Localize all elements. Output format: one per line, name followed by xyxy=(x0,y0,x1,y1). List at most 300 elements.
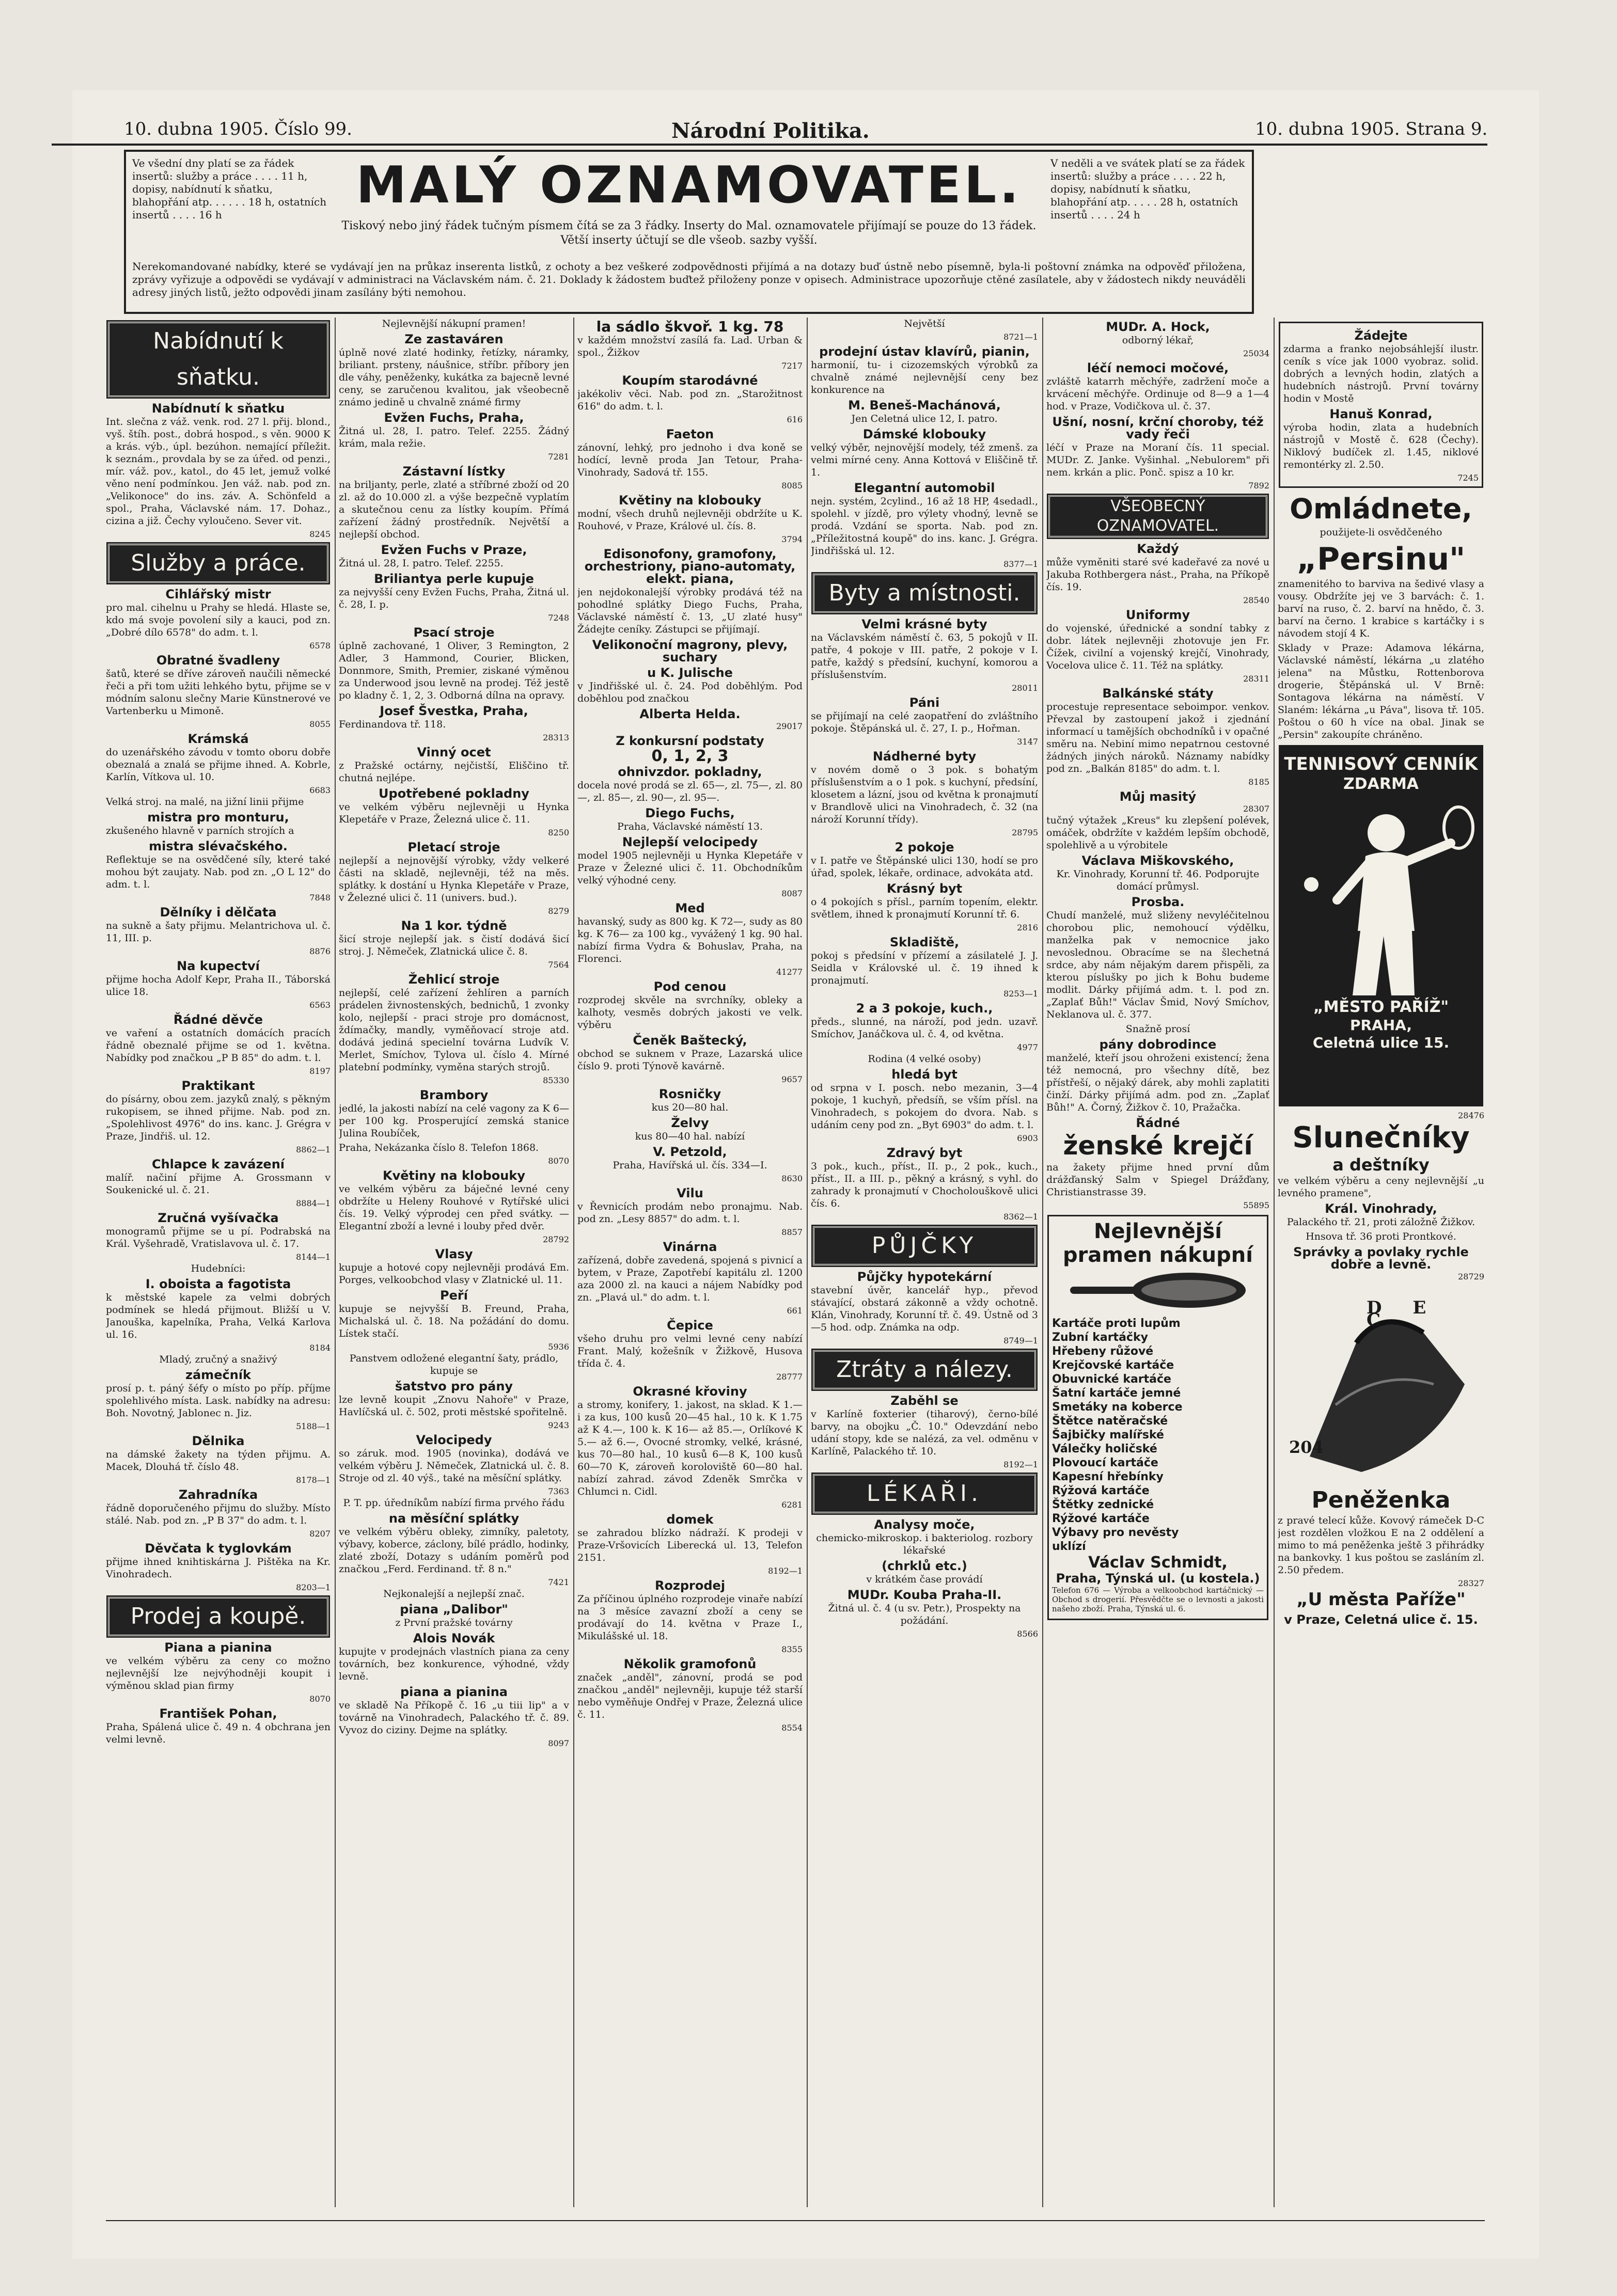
ad-heading: Velocipedy xyxy=(416,1433,492,1447)
ad-text: v každém množství zasílá fa. Lad. Urban & spol., Žižkov xyxy=(577,335,803,358)
column-rule xyxy=(335,318,336,2207)
ad-heading: PRAHA, xyxy=(1349,1017,1412,1034)
product-item: Výbavy pro nevěsty xyxy=(1052,1526,1179,1539)
ad-heading: u K. Julische xyxy=(647,666,733,680)
ad-heading: Dámské klobouky xyxy=(862,427,986,441)
ad-text: modní, všech druhů nejlevněji obdržíte u K. Rouhové, v Praze, Králové ul. čís. 8. xyxy=(577,508,803,532)
banner-rates-note: Tiskový nebo jiný řádek tučným písmem čítá se za 3 řádky. Inserty do Mal. oznamovatele přijímají se pouze do 13 řádek. Větší inserty účtují se dle všeob. sazby vyšší. xyxy=(341,219,1037,247)
ad-heading: Elegantní automobil xyxy=(854,481,995,495)
ad-text: Panstvem odložené elegantní šaty, prádlo, kupuje se xyxy=(349,1353,559,1376)
ad-text: Žitná ul. č. 4 (u sv. Petr.), Prospekty na požádání. xyxy=(828,1603,1021,1626)
ad-text: zvláště katarrh měchýře, zadržení moče a krvácení měchýře. Ordinuje od 8—9 a 1—4 hod. v Praze, Vodičkova ul. č. 37. xyxy=(1046,376,1269,412)
section-header-housing: Byty a místnosti. xyxy=(813,574,1036,613)
ad-text: harmonií, tu- i cizozemských výrobků za chvalně známé nejlevnější ceny bez konkurence na xyxy=(811,359,1038,395)
ad-number: 8554 xyxy=(781,1723,803,1733)
column-rule xyxy=(1042,318,1043,2207)
ad-heading: Na 1 kor. týdně xyxy=(401,919,507,933)
ad-number: 8097 xyxy=(548,1738,569,1748)
ad-text: ve velkém výběru a ceny nejlevnější „u levného pramene", xyxy=(1278,1175,1484,1199)
ad-text: malíř. načiní přijme A. Grossmann v Soukenické ul. č. 21. xyxy=(106,1172,331,1196)
ad-number: 8245 xyxy=(309,529,331,539)
ad-text: na sukně a šaty přijmu. Melantrichova ul. č. 11, III. p. xyxy=(106,920,331,944)
ad-heading: Řádné děvče xyxy=(173,1012,263,1027)
ad-number: 28777 xyxy=(776,1372,803,1382)
ad-text: přijme hocha Adolf Kepr, Praha II., Táborská ulice 18. xyxy=(106,974,331,997)
ad-text: značek „anděl", zánovní, prodá se pod značkou „anděl" nejlevněji, kupuje též starší nebo vyměňuje Ondřej v Praze, Železná ulice č. 11. xyxy=(577,1672,803,1720)
ad-text: v novém domě o 3 pok. s bohatým příslušenstvím a o 1 pok. s kuchyní, předsíní, klosetem a lázní, jsou od května k pronajmutí v Brandlově ulici na Vinohradech, č. 32 (na nároží Korunní třídy). xyxy=(811,764,1038,825)
ad-number: 6683 xyxy=(309,785,331,795)
ad-text: na briljanty, perle, zlaté a stříbrné zboží od 20 zl. až do 10.000 zl. a výše bezpečně vyplatím a skutečnou cenu za lístky koupím. Přímá zařízení žádný prostředník. Největší a nejlepší obchod. xyxy=(339,479,569,540)
classifieds-banner xyxy=(124,150,1254,314)
section-header-sales: Prodej a koupě. xyxy=(108,1597,328,1636)
purse-catalog-number: 204 xyxy=(1289,1437,1324,1457)
ad-heading: Ušní, nosní, krční choroby, též vady řeči xyxy=(1052,415,1264,441)
ad-heading: Uniformy xyxy=(1125,608,1190,622)
ad-heading: 0, 1, 2, 3 xyxy=(651,747,729,765)
ad-heading: Žehlicí stroje xyxy=(408,972,500,987)
ad-heading: hledá byt xyxy=(891,1067,957,1082)
product-item: Štětce natěračské xyxy=(1052,1415,1168,1428)
ad-number: 8185 xyxy=(1248,777,1269,787)
ad-text: se zahradou blízko nádraží. K prodeji v Praze-Vršovicích Liberecká ul. 13, Telefon 2151. xyxy=(577,1527,803,1563)
ad-number: 661 xyxy=(787,1306,803,1316)
ad-text: od srpna v I. posch. nebo mezanin, 3—4 pokoje, 1 kuchyň, předsíň, se vším přísl. na Vinohradech, s pokojem do dvora. Nab. s udáním ceny pod zn. „Byt 6903" do adm. t. l. xyxy=(811,1082,1038,1131)
ad-text: zdarma a franko nejobsáhlejší ilustr. ceník s více jak 1000 vyobraz. solid. dobrých a levných hodin, zlatých a hudebních nástrojů. První továrny hodin v Mostě xyxy=(1283,343,1479,404)
ad-heading: Analysy moče, xyxy=(874,1517,975,1532)
ad-number: 8377—1 xyxy=(1003,559,1038,569)
ad-text: všeho druhu pro velmi levné ceny nabízí Frant. Malý, kožešník v Žižkově, Husova třída č. 4. xyxy=(577,1333,803,1369)
ad-text: Praha, Václavské náměstí 13. xyxy=(617,821,763,832)
ad-heading: Cihlářský mistr xyxy=(165,587,271,601)
ad-text: v Řevnicích prodám nebo pronajmu. Nab. pod zn. „Lesy 8857" do adm. t. l. xyxy=(577,1201,803,1225)
ad-heading: Krámská xyxy=(187,732,249,746)
ad-text: so záruk. mod. 1905 (novinka), dodává ve velkém výběru J. Němeček, Zlatnická ul. č. 8. Stroje od zl. 40 výš., také na měsíční splátky. xyxy=(339,1448,569,1484)
ad-heading: Praktikant xyxy=(181,1079,255,1093)
ad-text: a stromy, konifery, 1. jakost, na sklad. K 1.— i za kus, 100 kusů 20—45 hal., 10 k. K 1.75 až K 4.—, 100 k. K 16— až 85.—, Orlíkové K 5.— až 6.—, Ovocné stromky, velké, krásné, kus 70—80 hal., 10 kusů 6—8 K, 100 kusů 60—70 K, zároveň koroloviště 60—80 hal. nabízí zahrad. závod Zdeněk Smrčka v Chlumci n. Cidl. xyxy=(577,1399,803,1497)
holiday-rates: V neděli a ve svátek platí se za řádek insertů: služby a práce . . . . 22 h, dopisy, nabídnutí k sňatku, blahopřání atp. . . . . 28 h, ostatních insertů . . . . 24 h xyxy=(1050,157,1245,221)
ad-number: 5936 xyxy=(548,1342,569,1352)
ad-heading: Pletací stroje xyxy=(407,840,500,854)
ad-text: Hnsova tř. 36 proti Prontkové. xyxy=(1306,1231,1456,1242)
ad-heading: Nejlepší velocipedy xyxy=(622,835,758,849)
ad-text: Reflektuje se na osvědčené síly, které také mohou být zaujaty. Nab. pod zn. „O L 12" do adm. t. l. xyxy=(106,854,331,890)
ad-text: ve velkém výběru nejlevněji u Hynka Klepetáře v Praze, Železná ulice č. 11. xyxy=(339,801,569,825)
ad-text: nejlepší, celé zařízení žehlíren a parních prádelen živnostenských, bednichů, 1 zvonky kolo, nejlepší - praci stroje pro domácnost, ždímačky, mandly, vyměňovací stroje atd. dodává jediná specielní továrna Ludvík V. Merlet, Smíchov, Tylova ul. číslo 4. Mírné platební podmínky, vyměna starých strojů. xyxy=(339,987,569,1073)
ad-text: znamenitého to barviva na šedivé vlasy a vousy. Obdržíte jej ve 3 barvách: č. 1. barví na ruso, č. 2. barví na hnědo, č. 3. barví na černo. 1 krabice s kartáčky i s návodem stojí 4 K. xyxy=(1278,578,1484,639)
ad-text: Žitná ul. 28, I. patro. Telef. 2255. Žádný krám, mala režie. xyxy=(339,425,569,449)
ad-heading: Brambory xyxy=(419,1088,489,1102)
ad-text: 3 pok., kuch., příst., II. p., 2 pok., kuch., příst., II. a III. p., pěkný a krásný, s vyhl. do zahrady k pronajmutí v Chocholouškově ulici čís. 6. xyxy=(811,1161,1038,1209)
watch-catalog-ad xyxy=(1279,322,1483,488)
ad-text: zkušeného hlavně v parních strojích a xyxy=(106,825,294,836)
purse-illustration xyxy=(1279,1286,1483,1482)
ad-number: 7245 xyxy=(1457,473,1479,483)
header-rule xyxy=(52,144,1487,146)
ad-heading-large: Nejlevnější pramen nákupní xyxy=(1063,1220,1253,1267)
ad-text: z Pražské octárny, nejčistší, Eliščino tř. chutná nejlépe. xyxy=(339,760,569,784)
ad-heading: Čepice xyxy=(667,1318,713,1333)
ad-heading: Ze zastaváren xyxy=(404,332,504,346)
ad-heading: Řádné xyxy=(1136,1116,1180,1130)
ad-text: Nejlevnější nákupní pramen! xyxy=(382,318,526,329)
ad-text: z První pražské továrny xyxy=(395,1617,513,1628)
ad-heading: Želvy xyxy=(671,1116,709,1130)
ad-heading: Rozprodej xyxy=(654,1578,726,1593)
ad-text: zařízená, dobře zavedená, spojená s pivnicí a bytem, v Praze, Zapotřebí kapitálu zl. 1200 aza 2000 zl. na kauci a nájem Nabídky pod zn. „Plavá ul." do adm. t. l. xyxy=(577,1255,803,1303)
ad-heading: Praha, Týnská ul. (u kostela.) xyxy=(1056,1571,1260,1586)
ad-text: Nejkonalejší a nejlepší znač. xyxy=(383,1588,525,1600)
ad-heading: Faeton xyxy=(666,427,714,441)
ad-heading: Zdravý byt xyxy=(886,1146,963,1160)
ad-heading: M. Beneš-Machánová, xyxy=(848,398,1001,413)
ad-number: 8085 xyxy=(781,481,803,490)
ad-heading: Zástavní lístky xyxy=(402,464,506,479)
ad-heading: Několik gramofonů xyxy=(623,1657,757,1671)
ad-text: v krátkém čase provádí xyxy=(866,1574,983,1585)
ad-heading: Skladiště, xyxy=(889,935,960,949)
ad-text: na žakety přijme hned první dům drážďanský Salm v Spiegel Drážďany, Christianstrasse 39. xyxy=(1046,1162,1269,1198)
ad-text: chemicko-mikroskop. i bakteriolog. rozbory lékařské xyxy=(816,1532,1033,1556)
ad-text: ve velkém výběru za ceny co možno nejlevnější lze nejvýhodněji koupit i výměnou sklad pian firmy xyxy=(106,1655,331,1691)
ad-text: přijme ihned knihtiskárna J. Pištěka na Kr. Vinohradech. xyxy=(106,1556,331,1580)
ad-number: 28313 xyxy=(543,733,569,742)
ad-number: 28540 xyxy=(1243,595,1269,605)
ad-number: 7248 xyxy=(548,613,569,623)
ad-heading: I. oboista a fagotista xyxy=(145,1277,291,1291)
ad-text: nejn. systém, 2cylind., 16 až 18 HP, 4sedadl., spolehl. v jízdě, pro výlety vhodný, levně se prodá. Vzdání se sporta. Nab. pod zn. „Příležitostná koupě" do ins. kanc. J. Grégra. Jindřišská ul. 12. xyxy=(811,496,1038,557)
ad-heading: Vinný ocet xyxy=(417,745,491,759)
ad-text: Praha, Spálená ulice č. 49 n. 4 obchrana jen velmi levně. xyxy=(106,1721,331,1745)
ad-heading: Žádejte xyxy=(1354,328,1408,343)
ad-text: procestuje representace seboimpor. venkov. Převzal by zastoupení jakož i zjednání informací u tamějších obchodníků i v opačné směru na. Nebiní mimo nepatrnou cestovné žádných jiných nároků. Náznamy nabídky pod zn. „Balkán 8185" do adm. t. l. xyxy=(1046,701,1269,774)
column-rule xyxy=(1274,318,1275,2207)
ad-heading: zámečník xyxy=(185,1368,251,1382)
ad-heading: Rosničky xyxy=(658,1087,721,1101)
ad-number: 7564 xyxy=(548,960,569,970)
ad-text: model 1905 nejlevněji u Hynka Klepetáře v Praze v Železné ulici č. 11. Obchodníkům velký výhodné ceny. xyxy=(577,850,803,886)
section-header-marriage: Nabídnutí k sňatku. xyxy=(108,322,328,397)
ad-heading-large: „Persinu" xyxy=(1296,541,1466,577)
ad-text: šicí stroje nejlepší jak. s čistí dodává šicí stroj. J. Němeček, Zlatnická ulice č. 8. xyxy=(339,933,569,957)
ad-text: nejlepší a nejnovější výrobky, vždy velkeré části na skladě, nejlevněji, též na měs. splátky. k dostání u Hynka Klepetáře v Praze, v Železné ulici č. 11 (univers. bud.). xyxy=(339,855,569,904)
ad-number: 8192—1 xyxy=(1003,1460,1038,1469)
ad-heading: Edisonofony, gramofony, orchestriony, piano-automaty, elekt. piana, xyxy=(584,547,796,586)
product-list xyxy=(1052,1317,1264,1554)
product-item: uklízí xyxy=(1052,1540,1086,1553)
ad-number: 8862—1 xyxy=(296,1145,331,1154)
ad-text: Snažně prosí xyxy=(1125,1023,1190,1035)
ad-number: 6281 xyxy=(781,1500,803,1510)
product-item: Šatní kartáče jemné xyxy=(1052,1387,1181,1400)
ad-heading: Každý xyxy=(1137,542,1179,556)
section-title: MALÝ OZNAMOVATEL. xyxy=(356,156,1022,215)
product-item: Kartáče proti lupům xyxy=(1052,1317,1181,1330)
section-header-lost-found: Ztráty a nálezy. xyxy=(813,1350,1036,1389)
column-rule xyxy=(573,318,574,2207)
ad-heading-large: ženské krejčí xyxy=(1063,1131,1253,1161)
ad-text: obchod se suknem v Praze, Lazarská ulice číslo 9. proti Týnově kavárně. xyxy=(577,1048,803,1072)
ad-heading: Václava Miškovského, xyxy=(1081,853,1234,868)
ad-number: 29017 xyxy=(776,721,803,731)
ad-text: Jen Celetná ulice 12, I. patro. xyxy=(851,413,998,424)
ad-number: 7363 xyxy=(548,1486,569,1496)
ad-number: 28327 xyxy=(1458,1578,1484,1588)
ad-text: Žitná ul. 28, I. patro. Telef. 2255. xyxy=(339,558,504,569)
column-4 xyxy=(811,318,1038,2218)
ad-text: kus 80—40 hal. nabízí xyxy=(635,1131,745,1142)
ad-text: Praha, Nekázanka číslo 8. Telefon 1868. xyxy=(339,1142,539,1153)
ad-text: použijete-li osvědčeného xyxy=(1320,527,1442,538)
ad-text: Chudí manželé, muž sliženy nevyléčitelnou chorobou plic, nemohoucí výdělku, manželka pak v nemocnice jako nevoslednou. Obracíme se na šlechetná srdce, aby nám nějakým darem přispěli, za kterou píslušky po jich k Bohu budeme modlit. Dárky přijímá adm. t. l. pod zn. „Zaplať Bůh!" Václav Šmid, Nový Smíchov, Neklanova ul. č. 377. xyxy=(1046,910,1269,1020)
header-date-issue: 10. dubna 1905. Číslo 99. xyxy=(124,119,352,139)
ad-number: 8749—1 xyxy=(1003,1336,1038,1345)
ad-number: 8207 xyxy=(309,1529,331,1539)
ad-heading: Balkánské státy xyxy=(1102,686,1214,701)
ad-text: Praha, Havířská ul. čís. 334—I. xyxy=(613,1160,767,1171)
ad-number: 8144—1 xyxy=(296,1252,331,1262)
column-5 xyxy=(1046,318,1269,2218)
ad-text: do písárny, obou zem. jazyků znalý, s pěkným rukopisem, se ihned přijme. Nab. pod zn. „Spolehlivost 4976" do ins. kanc. J. Grégra v Praze, Jindřiš. ul. 12. xyxy=(106,1094,331,1142)
ad-number: 55895 xyxy=(1243,1200,1269,1210)
ad-heading: Vilu xyxy=(677,1186,703,1200)
ad-heading: Briliantya perle kupuje xyxy=(374,572,534,586)
ad-number: 41277 xyxy=(776,967,803,977)
ad-text: v Karlíně foxterier (tiharový), černo-bílé barvy, na obojku „Č. 10." Odevzdání nebo udání stopy, kde se nalézá, za vel. odměnu v Karlíně, Palackého tř. 10. xyxy=(811,1408,1038,1457)
ad-heading: mistra slévačského. xyxy=(149,839,288,853)
ad-heading: Půjčky hypotekární xyxy=(857,1270,992,1284)
ad-heading: v Praze, Celetná ulice č. 15. xyxy=(1284,1612,1478,1627)
ad-number: 8087 xyxy=(781,889,803,898)
ad-heading: Nabídnutí k sňatku xyxy=(151,401,285,416)
ad-heading: Piana a pianina xyxy=(164,1640,272,1655)
ad-heading: Z konkursní podstaty xyxy=(616,734,764,748)
ad-number: 28729 xyxy=(1458,1272,1484,1281)
ad-text: lze levně koupit „Znovu Nahoře" v Praze, Havlíčská ul. č. 502, proti městské spořitelně. xyxy=(339,1394,569,1418)
ad-heading: Čeněk Baštecký, xyxy=(633,1033,747,1048)
ad-text: Sklady v Praze: Adamova lékárna, Václavské náměstí, lékárna „u zlatého jelena" na Můstku, Rottenborova drogerie, Štěpánská ul. V Brně: Sontagova lékárna na náměstí. V Slaném: lékárna „u Páva", lisova tř. 105. Poštou o 60 h více na obal. Jinak se „Persin" zakoupíte chráněno. xyxy=(1278,642,1484,740)
ad-number: 8566 xyxy=(1017,1629,1038,1639)
ad-heading: Děvčata k tyglovkám xyxy=(145,1541,292,1556)
ad-heading: Pod cenou xyxy=(653,979,727,994)
ad-text: úplně nové zlaté hodinky, řetízky, náramky, briliant. prsteny, náušnice, stříbr. příbory jen dle váhy, peněženky, kukátka za bajecně levné ceny, se zaručenou kvalitou, jak všeobecně známo jedině u chvalně známé firmy xyxy=(339,347,569,408)
ad-text: pokoj s předsíní v přízemí a zásilatelé J. J. Seidla v Královské ul. č. 19 ihned k pronajmutí. xyxy=(811,950,1038,986)
ad-text: zánovní, lehký, pro jednoho i dva koně se hodící, levně proda Jan Tetour, Praha-Vinohrady, Sadová tř. 155. xyxy=(577,442,803,478)
ad-heading: V. Petzold, xyxy=(653,1145,727,1159)
ad-number: 616 xyxy=(787,415,803,424)
ad-number: 8253—1 xyxy=(1003,989,1038,999)
product-item: Obuvnické kartáče xyxy=(1052,1373,1171,1386)
section-header-jobs: Služby a práce. xyxy=(108,544,328,583)
ad-text: v I. patře ve Štěpánské ulici 130, hodí se pro úřad, spolek, lékaře, ordinace, advokáta atd. xyxy=(811,855,1038,879)
product-item: Šajbičky malířské xyxy=(1052,1429,1164,1442)
ad-heading: ohnivzdor. pokladny, xyxy=(618,765,762,779)
header-page-number: 10. dubna 1905. Strana 9. xyxy=(1255,119,1488,139)
ad-text: Mladý, zručný a snaživý xyxy=(159,1354,277,1365)
ad-heading: Václav Schmidt, xyxy=(1088,1554,1228,1572)
ad-number: 8070 xyxy=(309,1694,331,1704)
ad-number: 6903 xyxy=(1017,1133,1038,1143)
product-item: Hřebeny růžové xyxy=(1052,1345,1154,1358)
ad-heading: ZDARMA xyxy=(1343,775,1419,793)
ad-number: 8203—1 xyxy=(296,1582,331,1592)
ad-text: stavební úvěr, kancelář hyp., převod stávající, obstará zákonně a vždy ochotně. Klán, Vinohrady, Korunní tř. č. 49. Ústně od 3—5 hod. odp. Známka na odp. xyxy=(811,1285,1038,1333)
ad-heading: Zaběhl se xyxy=(890,1394,959,1408)
ad-number: 8279 xyxy=(548,906,569,916)
section-header-general: VŠEOBECNÝ OZNAMOVATEL. xyxy=(1048,495,1267,537)
ad-text: kus 20—80 hal. xyxy=(651,1102,729,1113)
ad-number: 8355 xyxy=(781,1644,803,1654)
ad-number: 4977 xyxy=(1017,1042,1038,1052)
ad-text: Kr. Vinohrady, Korunní tř. 46. Podporujte domácí průmysl. xyxy=(1056,868,1260,892)
ad-number: 28795 xyxy=(1012,828,1038,837)
ad-heading: TENNISOVÝ CENNÍK xyxy=(1284,754,1478,774)
ad-heading: Nádherné byty xyxy=(872,749,977,764)
ad-number: 8884—1 xyxy=(296,1198,331,1208)
brush-shop-ad xyxy=(1047,1215,1268,1620)
ad-number: 28311 xyxy=(1243,674,1269,684)
ad-heading: na měsíční splátky xyxy=(388,1511,520,1526)
ad-text: k městské kapele za velmi dobrých podmínek se hledá přijmout. Bližší u V. Janouška, kapelníka, Praha, Velká Karlova ul. 16. xyxy=(106,1292,331,1340)
ad-number: 6578 xyxy=(309,641,331,651)
ad-heading: Celetná ulice 15. xyxy=(1312,1034,1450,1051)
ad-heading: Psací stroje xyxy=(413,625,495,640)
ad-heading: šatstvo pro pány xyxy=(395,1379,513,1394)
ad-text: Největší xyxy=(904,318,945,329)
ad-text: velký výběr, nejnovější modely, též zmenš. za velmi mírné ceny. Anna Kottová v Eliščině tř. 1. xyxy=(811,442,1038,478)
ad-heading: Dělnika xyxy=(192,1434,245,1448)
section-header-loans: PŮJČKY xyxy=(813,1226,1036,1265)
ad-text: kupujte v prodejnách vlastních piana za ceny továrních, bez konkurence, výhodné, vždy levně. xyxy=(339,1646,569,1682)
ad-number: 28307 xyxy=(1243,804,1269,814)
tennis-catalog-ad xyxy=(1279,745,1483,1106)
ad-heading: František Pohan, xyxy=(159,1706,277,1721)
ad-text: ve velkém výběru za báječné levné ceny obdržíte u Heleny Rouhové v Rytířské ulici čís. 19. Velký výprodej cen před svátky. — Elegantní zboží a levné i louby před dvěr. xyxy=(339,1183,569,1232)
ad-heading: MUDr. Kouba Praha-II. xyxy=(847,1588,1002,1602)
purse-part-letters: D E C xyxy=(1367,1297,1439,1331)
ad-text: Za příčinou úplného rozprodeje vinaře nabízí na 3 měsíce zavazní zboží a ceny se prodávají do 14. května v Praze I., Mikulášské ul. 18. xyxy=(577,1593,803,1642)
ad-heading-large: Omládnete, xyxy=(1290,493,1472,525)
ad-text: na dámské žakety na týden přijmu. A. Macek, Dlouhá tř. číslo 48. xyxy=(106,1449,331,1472)
banner-footer-note: Nerekomandované nabídky, které se vydávají jen na průkaz inserenta listků, z ochoty a bez veškeré zodpovědnosti přijímá a na dotazy buď ústně nebo písemně, byla-li poštovní známka na odpověď přiložena, zprávy vyřizuje a odpovědi se vydávají v administraci na Václavském nám. č. 21. Doklady k žádostem buďtež přiloženy ponze v opisech. Administrace upozorňuje ctěné zasílatele, aby v žádostech nikdy neuváděli adresy jiných listů, ježto odpovědi jinam zasílány býti nemohou. xyxy=(132,260,1246,298)
ad-text: v Jindřišské ul. č. 24. Pod doběhlým. Pod doběhlou pod značkou xyxy=(577,680,803,704)
ad-text: ve skladě Na Příkopě č. 16 „u tiii lip" a v továrně na Vinohradech, Palackého tř. č. 89. Vyvoz do ciziny. Dejme na splátky. xyxy=(339,1700,569,1736)
ad-heading: Květiny na klobouky xyxy=(619,493,761,508)
ad-number: 7848 xyxy=(309,893,331,902)
column-3 xyxy=(577,318,803,2218)
ad-text: manželé, kteří jsou ohroženi existencí; žena též nemocná, pro všechny dítě, bez přístřeší, o nějaký dárek, aby mohli zaplatiti činží. Dárky přijímá adm. pod zn. „Zaplať Bůh!" A. Čorný, Žižkov č. 10, Pražačka. xyxy=(1046,1052,1269,1113)
ad-heading: domek xyxy=(666,1512,714,1527)
ad-text: z pravé telecí kůže. Kovový rámeček D-C jest rozdělen vložkou E na 2 oddělení a mimo to má peněženka ještě 3 přihrádky na bankovky. 1 kus poštou se zasláním zl. 2.50 předem. xyxy=(1278,1515,1484,1576)
ad-number: 28011 xyxy=(1012,683,1038,693)
ad-heading: Velikonoční magrony, plevy, suchary xyxy=(592,638,788,664)
ad-text: prosí p. t. páný šéfy o místo po příp. příjme spolehlivého místa. Lask. nabídky na adresu: Boh. Novotný, Jablonec n. Jiz. xyxy=(106,1383,331,1419)
ad-heading: „MĚSTO PAŘÍŽ" xyxy=(1313,998,1449,1016)
ad-text: jen nejdokonalejší výrobky prodává též na pohodlné splátky Diego Fuchs, Praha, Václavské náměstí č. 13, „U zlaté husy" Žádejte ceníky. Zástupci se přijímají. xyxy=(577,587,803,635)
ad-text: léčí v Praze na Moraní čís. 11 special. MUDr. Z. Janke. Vyšinhal. „Nebulorem" při nem. krkán a plic. Ponč. spisz a 10 kr. xyxy=(1046,442,1269,478)
ad-number: 8184 xyxy=(309,1343,331,1353)
ad-heading: Alberta Helda. xyxy=(639,707,741,721)
ad-text: předs., slunné, na nároží, pod jedn. uzavř. Smíchov, Janáčkova ul. č. 4, od května. xyxy=(811,1016,1038,1040)
ad-heading: Prosba. xyxy=(1131,895,1185,909)
ad-text: o 4 pokojích s přísl., parním topením, elektr. světlem, ihned k pronajmutí Korunní tř. 6. xyxy=(811,896,1038,920)
ad-heading: 2 a 3 pokoje, kuch., xyxy=(856,1001,993,1016)
ad-text: šatů, které se dříve zároveň naučili německé řeči a při tom užiti lehkého bytu, přijme se v módním salonu slečny Marie Künstnerové ve Vartenberku u Mimoně. xyxy=(106,668,331,717)
ad-number: 8857 xyxy=(781,1227,803,1237)
ad-text: rozprodej skvěle na svrchníky, obleky a kalhoty, vesměs dobrých jakosti ve velk. výběru xyxy=(577,994,803,1031)
ad-heading: Páni xyxy=(909,695,940,710)
ad-heading: „U města Paříže" xyxy=(1296,1589,1466,1610)
ad-text: výroba hodin, zlata a hudebních nástrojů v Mostě č. 628 (Čechy). Niklový budíček zl. 1.45, niklové remontérky zl. 2.50. xyxy=(1283,422,1479,470)
ad-number: 9243 xyxy=(548,1420,569,1430)
ad-text: za nejvyšší ceny Evžen Fuchs, Praha, Žitná ul. č. 28, I. p. xyxy=(339,587,569,610)
ad-heading: prodejní ústav klavírů, pianin, xyxy=(819,344,1030,359)
ad-heading: Diego Fuchs, xyxy=(645,806,735,820)
ad-text: odborný lékař, xyxy=(1122,335,1194,346)
ad-heading: Můj masitý xyxy=(1119,789,1197,804)
ad-heading: Peří xyxy=(440,1288,468,1303)
ad-text: Rodina (4 velké osoby) xyxy=(868,1053,981,1065)
ad-heading: Dělníky i dělčata xyxy=(160,905,277,920)
column-2 xyxy=(339,318,569,2218)
ad-number: 8178—1 xyxy=(296,1475,331,1485)
ad-number: 5188—1 xyxy=(296,1421,331,1431)
ad-heading: Alois Novák xyxy=(413,1631,495,1645)
product-item: Krejčovské kartáče xyxy=(1052,1359,1174,1372)
ad-number: 8070 xyxy=(548,1156,569,1166)
ad-number: 28792 xyxy=(543,1234,569,1244)
product-item: Rýžová kartáče xyxy=(1052,1484,1150,1497)
ad-text: do uzenářského závodu v tomto oboru dobře obeznalá a znalá se přijme ihned. A. Kobrle, Karlín, Vítkova ul. 10. xyxy=(106,747,331,783)
ad-text: docela nové prodá se zl. 65—, zl. 75—, zl. 80—, zl. 85—, zl. 90—, zl. 95—. xyxy=(577,780,803,803)
ad-heading: Vlasy xyxy=(435,1247,473,1261)
ad-heading: Zahradníka xyxy=(178,1487,258,1502)
ad-heading: Chlapce k zavázení xyxy=(151,1157,285,1171)
ad-heading: Král. Vinohrady, xyxy=(1325,1201,1437,1216)
product-item: Rýžové kartáče xyxy=(1052,1512,1150,1525)
ad-number: 3794 xyxy=(781,534,803,544)
ad-heading: piana a pianina xyxy=(400,1685,508,1699)
ad-number: 8721—1 xyxy=(1003,332,1038,342)
ad-number: 7421 xyxy=(548,1577,569,1587)
ad-text: Palackého tř. 21, proti záložně Žižkov. xyxy=(1286,1216,1475,1228)
product-item: Válečky holičské xyxy=(1052,1443,1157,1455)
ad-heading: léčí nemoci močové, xyxy=(1087,361,1229,375)
ad-number: 8250 xyxy=(548,828,569,837)
ad-heading-large: Peněženka xyxy=(1311,1487,1451,1513)
ad-number: 85330 xyxy=(543,1075,569,1085)
ad-text: tučný výtažek „Kreus" ku zlepšení polévek, omáček, obdržíte v každém lepším obchodě, spolehlivě a u výrobitele xyxy=(1046,815,1269,851)
ad-text: kupuje se nejvyšší B. Freund, Praha, Michalská ul. č. 18. Na požádání do domu. Lístek stačí. xyxy=(339,1303,569,1339)
product-item: Štětky zednické xyxy=(1052,1498,1154,1511)
column-6 xyxy=(1278,318,1484,2218)
ad-heading: Vinárna xyxy=(663,1240,717,1254)
ad-sidebar-text: Telefon 676 — Výroba a velkoobchod kartáčnický — Obchod s drogerií. Přesvědčte se o levnosti a jakosti našeho zboží. Praha, Týnská ul. 6. xyxy=(1052,1586,1264,1613)
product-item: Zubní kartáčky xyxy=(1052,1331,1148,1344)
ad-heading: piana „Dalibor" xyxy=(400,1602,508,1617)
ad-text: na Václavském náměstí č. 63, 5 pokojů v II. patře, 4 pokoje v III. patře, 2 pokoje v I. patře, každý s předsíní, kuchyní, komorou a příslušenstvím. xyxy=(811,632,1038,680)
ad-heading: Evžen Fuchs, Praha, xyxy=(384,410,524,425)
ad-heading: la sádlo škvoř. 1 kg. 78 xyxy=(596,318,784,335)
ad-text: ve velkém výběru obleky, zimníky, paletoty, výbavy, koberce, záclony, bílé prádlo, hodinky, zlaté zboží, Dotazy s udáním poměrů pod značkou „Ferd. Ferdinand. tř. 8 n." xyxy=(339,1526,569,1575)
product-item: Smetáky na koberce xyxy=(1052,1401,1183,1414)
ad-text: úplně zachované, 1 Oliver, 3 Remington, 2 Adler, 3 Hammond, Courier, Blicken, Donnmore, Smith, Premier, ziskané výměnou za Underwood jsou levně na prodej. Též jestě po kladny č. 1, 2, 3. Odborná dílna na opravy. xyxy=(339,640,569,701)
ad-heading: (chrklů etc.) xyxy=(882,1559,967,1573)
ad-heading: Květiny na klobouky xyxy=(383,1168,525,1183)
ad-text: ve vaření a ostatních domácích pracích řádně obeznalé přijme se od 1. května. Nabídky pod značkou „P B 85" do adm. t. l. xyxy=(106,1027,331,1064)
ad-text: kupuje a hotové copy nejlevněji prodává Em. Porges, velkoobchod vlasy v Zlatnické ul. 11. xyxy=(339,1262,569,1286)
ad-number: 6563 xyxy=(309,1000,331,1010)
ad-heading: Josef Švestka, Praha, xyxy=(380,704,528,718)
